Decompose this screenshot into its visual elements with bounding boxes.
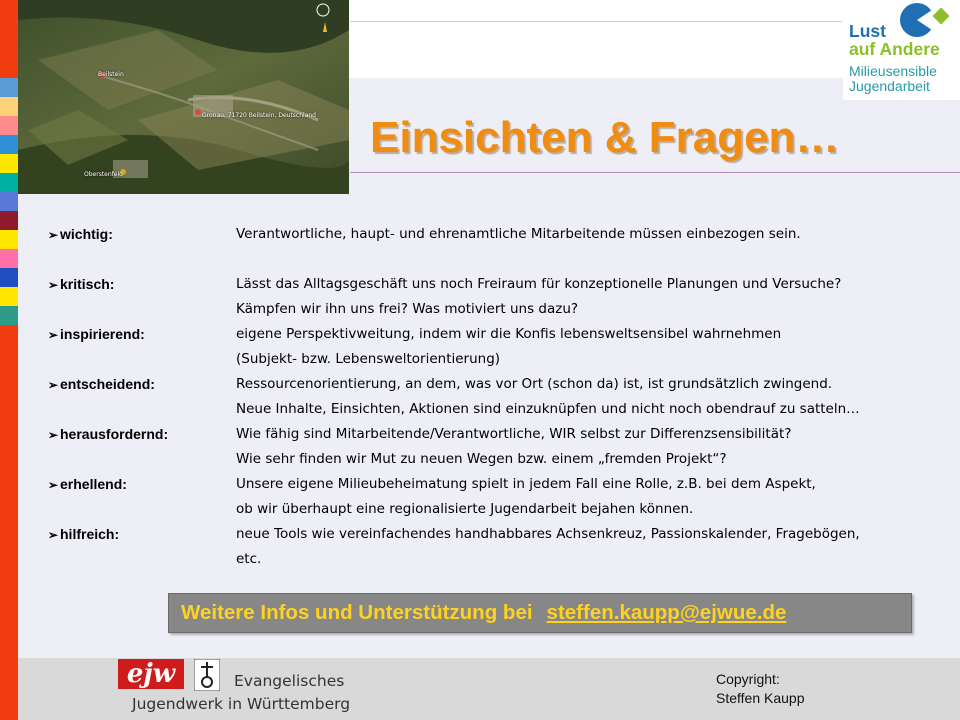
arrow-bullet-icon: ➢ xyxy=(48,478,59,492)
title-divider xyxy=(350,172,960,173)
satellite-map-image xyxy=(18,0,349,194)
color-stripe xyxy=(0,173,18,192)
item-description-line: Kämpfen wir ihn uns frei? Was motiviert uns dazu? xyxy=(236,301,579,317)
copyright-note xyxy=(716,670,804,708)
item-term-label: herausfordernd: xyxy=(60,426,169,442)
info-box xyxy=(168,593,912,633)
map-terrain xyxy=(18,0,349,194)
item-description xyxy=(236,472,948,522)
list-item xyxy=(48,272,948,322)
cross-anchor-icon xyxy=(194,659,220,691)
ejw-mark-text: ejw xyxy=(126,659,176,689)
list-item xyxy=(48,522,948,572)
list-item xyxy=(48,372,948,422)
item-term-label: inspirierend: xyxy=(60,326,145,342)
list-item xyxy=(48,322,948,372)
arrow-bullet-icon: ➢ xyxy=(48,428,59,442)
color-stripe xyxy=(0,192,18,211)
email-link[interactable]: steffen.kaupp@ejwue.de xyxy=(546,601,787,624)
color-stripe xyxy=(0,287,18,306)
color-stripe xyxy=(0,78,18,97)
item-term-label: hilfreich: xyxy=(60,526,120,542)
item-description-line: (Subjekt- bzw. Lebensweltorientierung) xyxy=(236,351,501,367)
logo-text-milieusensible: Milieusensible xyxy=(849,63,937,79)
item-term xyxy=(48,522,119,548)
item-description-line: Neue Inhalte, Einsichten, Aktionen sind einzuknüpfen und nicht noch obendrauf zu satteln… xyxy=(236,401,860,417)
list-item xyxy=(48,222,948,247)
item-term xyxy=(48,272,114,298)
logo-text-lust: Lust xyxy=(849,21,886,41)
arrow-bullet-icon: ➢ xyxy=(48,528,59,542)
item-term xyxy=(48,322,145,348)
color-stripe xyxy=(0,97,18,116)
color-stripe-band xyxy=(0,78,18,325)
item-description-line: Wie fähig sind Mitarbeitende/Verantwortliche, WIR selbst zur Differenzsensibilität? xyxy=(236,426,792,442)
item-term xyxy=(48,372,155,398)
item-term xyxy=(48,422,168,448)
item-description-line: Unsere eigene Milieubeheimatung spielt in jedem Fall eine Rolle, z.B. bei dem Aspekt, xyxy=(236,476,816,492)
item-description-line: etc. xyxy=(236,551,262,567)
list-item xyxy=(48,422,948,472)
item-description xyxy=(236,422,948,472)
item-description xyxy=(236,272,948,322)
item-term-label: wichtig: xyxy=(60,226,113,242)
map-label-gronau: Gronau, 71720 Beilstein, Deutschland xyxy=(202,112,316,119)
ejw-logo xyxy=(118,659,351,717)
color-stripe xyxy=(0,249,18,268)
logo-text-auf-andere: auf Andere xyxy=(849,39,940,59)
item-description-line: ob wir überhaupt eine regionalisierte Jugendarbeit bejahen können. xyxy=(236,501,694,517)
org-name-line2: Jugendwerk in Württemberg xyxy=(132,695,351,713)
info-text: Weitere Infos und Unterstützung bei xyxy=(181,601,533,624)
item-description xyxy=(236,372,948,422)
arrow-bullet-icon: ➢ xyxy=(48,278,59,292)
item-description xyxy=(236,522,948,572)
arrow-bullet-icon: ➢ xyxy=(48,228,59,242)
map-label-oberstenfeld: Oberstenfeld xyxy=(84,171,123,178)
item-description-line: Ressourcenorientierung, an dem, was vor Ort (schon da) ist, ist grundsätzlich zwingend. xyxy=(236,376,833,392)
item-term-label: erhellend: xyxy=(60,476,127,492)
page-title: Einsichten & Fragen… xyxy=(370,113,840,162)
item-term xyxy=(48,222,113,248)
item-term-label: entscheidend: xyxy=(60,376,155,392)
item-description xyxy=(236,322,948,372)
item-description-line: Lässt das Alltagsgeschäft uns noch Freiraum für konzeptionelle Planungen und Versuche? xyxy=(236,276,842,292)
logo-text-jugendarbeit: Jugendarbeit xyxy=(849,78,930,94)
item-term xyxy=(48,472,127,498)
item-description-line: eigene Perspektivweitung, indem wir die Konfis lebensweltsensibel wahrnehmen xyxy=(236,326,782,342)
color-stripe xyxy=(0,135,18,154)
color-stripe xyxy=(0,268,18,287)
copyright-label: Copyright: xyxy=(716,671,780,687)
org-name-line1: Evangelisches xyxy=(234,672,345,690)
lust-auf-andere-logo xyxy=(843,0,960,100)
map-label-beilstein: Beilstein xyxy=(98,71,124,78)
color-stripe xyxy=(0,230,18,249)
list-item xyxy=(48,472,948,522)
arrow-bullet-icon: ➢ xyxy=(48,328,59,342)
color-stripe xyxy=(0,211,18,230)
color-stripe xyxy=(0,116,18,135)
item-description-line: neue Tools wie vereinfachendes handhabbares Achsenkreuz, Passionskalender, Fragebögen, xyxy=(236,526,860,542)
item-description-line: Verantwortliche, haupt- und ehrenamtliche Mitarbeitende müssen einbezogen sein. xyxy=(236,226,801,242)
item-description xyxy=(236,222,948,247)
copyright-name: Steffen Kaupp xyxy=(716,690,805,706)
item-description-line: Wie sehr finden wir Mut zu neuen Wegen bzw. einem „fremden Projekt“? xyxy=(236,451,727,467)
item-term-label: kritisch: xyxy=(60,276,115,292)
insights-list xyxy=(48,222,948,572)
color-stripe xyxy=(0,154,18,173)
arrow-bullet-icon: ➢ xyxy=(48,378,59,392)
color-stripe xyxy=(0,306,18,325)
top-divider xyxy=(350,21,842,22)
